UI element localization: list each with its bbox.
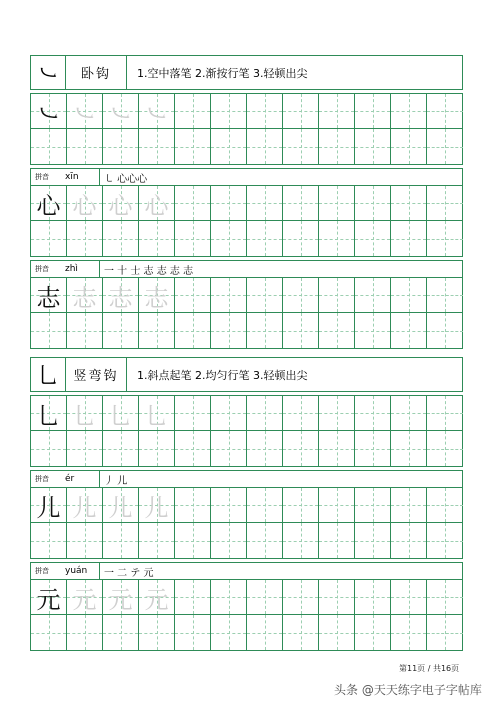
grid-cell — [247, 313, 283, 348]
grid-cell — [211, 129, 247, 164]
pinyin-row — [30, 562, 463, 579]
model-character: 乚 — [36, 401, 61, 430]
grid-cell — [427, 129, 463, 164]
grid-cell — [175, 396, 211, 431]
grid-cell — [175, 186, 211, 221]
practice-sheet — [30, 55, 463, 651]
grid-cell — [247, 523, 283, 558]
practice-grid — [30, 487, 463, 559]
grid-cell — [211, 278, 247, 313]
grid-cell — [31, 396, 67, 431]
pinyin-label: 拼音 — [35, 475, 49, 483]
grid-cell — [139, 580, 175, 615]
trace-character: 儿 — [144, 493, 169, 522]
grid-cell — [103, 431, 139, 466]
grid-cell — [67, 615, 103, 650]
grid-cell — [247, 94, 283, 129]
grid-cell — [283, 221, 319, 256]
grid-cell — [391, 94, 427, 129]
grid-cell — [427, 94, 463, 129]
model-character: 元 — [36, 585, 61, 614]
grid-cell — [175, 523, 211, 558]
grid-cell — [283, 488, 319, 523]
grid-cell — [211, 431, 247, 466]
grid-cell — [139, 278, 175, 313]
grid-cell — [139, 313, 175, 348]
grid-cell — [31, 488, 67, 523]
grid-cell — [283, 313, 319, 348]
grid-cell — [319, 523, 355, 558]
grid-cell — [391, 488, 427, 523]
grid-cell — [427, 278, 463, 313]
grid-cell — [139, 221, 175, 256]
grid-cell — [355, 94, 391, 129]
grid-cell — [283, 396, 319, 431]
grid-cell — [67, 396, 103, 431]
stroke-order: 丿 儿 — [99, 471, 127, 487]
grid-cell — [355, 523, 391, 558]
grid-cell — [103, 396, 139, 431]
grid-cell — [31, 615, 67, 650]
watermark: 头条 @天天练字电子字帖库 — [334, 683, 482, 697]
stroke-order: 一 十 士 志 志 志 志 — [99, 261, 193, 277]
grid-cell — [391, 431, 427, 466]
trace-character: 乚 — [108, 401, 133, 430]
model-character: 志 — [36, 283, 61, 312]
grid-cell — [31, 278, 67, 313]
grid-cell — [319, 488, 355, 523]
grid-cell — [175, 313, 211, 348]
grid-cell — [247, 615, 283, 650]
grid-cell — [175, 129, 211, 164]
grid-cell — [427, 186, 463, 221]
grid-cell — [391, 523, 427, 558]
grid-cell — [139, 396, 175, 431]
grid-cell — [427, 615, 463, 650]
grid-cell — [31, 186, 67, 221]
grid-cell — [175, 94, 211, 129]
grid-cell — [319, 431, 355, 466]
grid-cell — [355, 488, 391, 523]
trace-character: 儿 — [108, 493, 133, 522]
practice-grid — [30, 579, 463, 651]
practice-grid — [30, 395, 463, 467]
grid-cell — [283, 278, 319, 313]
grid-cell — [175, 278, 211, 313]
grid-cell — [175, 580, 211, 615]
grid-cell — [175, 615, 211, 650]
pinyin-label: 拼音 — [35, 567, 49, 575]
grid-cell — [283, 615, 319, 650]
grid-cell — [319, 221, 355, 256]
stroke-order: ㇄ 心心心 — [99, 169, 147, 185]
trace-character: ㇃ — [144, 99, 169, 128]
grid-cell — [175, 488, 211, 523]
grid-cell — [211, 580, 247, 615]
grid-cell — [211, 94, 247, 129]
grid-cell — [67, 431, 103, 466]
grid-cell — [355, 313, 391, 348]
grid-cell — [427, 488, 463, 523]
grid-cell — [211, 488, 247, 523]
grid-cell — [319, 94, 355, 129]
grid-cell — [427, 431, 463, 466]
grid-cell — [427, 396, 463, 431]
pinyin-row — [30, 470, 463, 487]
trace-character: 乚 — [72, 401, 97, 430]
pinyin-label: 拼音 — [35, 173, 49, 181]
grid-cell — [319, 615, 355, 650]
stroke-glyph: 乚 — [36, 364, 59, 389]
grid-cell — [247, 580, 283, 615]
grid-cell — [103, 580, 139, 615]
stroke-name: 卧钩 — [65, 56, 127, 89]
stroke-name: 竖弯钩 — [65, 358, 127, 391]
trace-character: 儿 — [72, 493, 97, 522]
trace-character: 元 — [108, 585, 133, 614]
grid-cell — [139, 129, 175, 164]
grid-cell — [427, 580, 463, 615]
grid-cell — [283, 129, 319, 164]
model-character: ㇃ — [36, 99, 61, 128]
stroke-header — [30, 55, 463, 90]
grid-cell — [247, 129, 283, 164]
grid-cell — [67, 488, 103, 523]
grid-cell — [355, 396, 391, 431]
grid-cell — [391, 186, 427, 221]
grid-cell — [283, 580, 319, 615]
grid-cell — [103, 221, 139, 256]
grid-cell — [211, 615, 247, 650]
grid-cell — [211, 313, 247, 348]
grid-cell — [247, 488, 283, 523]
grid-cell — [211, 396, 247, 431]
grid-cell — [319, 186, 355, 221]
grid-cell — [211, 221, 247, 256]
trace-character: 志 — [144, 283, 169, 312]
grid-cell — [247, 431, 283, 466]
grid-cell — [67, 94, 103, 129]
trace-character: 志 — [108, 283, 133, 312]
practice-grid — [30, 93, 463, 165]
grid-cell — [391, 615, 427, 650]
grid-cell — [247, 278, 283, 313]
grid-cell — [103, 129, 139, 164]
grid-cell — [67, 580, 103, 615]
grid-cell — [319, 313, 355, 348]
grid-cell — [103, 186, 139, 221]
grid-cell — [283, 94, 319, 129]
grid-cell — [391, 129, 427, 164]
grid-cell — [67, 221, 103, 256]
trace-character: 心 — [72, 191, 97, 220]
grid-cell — [211, 186, 247, 221]
grid-cell — [391, 396, 427, 431]
pinyin-text: zhì — [65, 264, 78, 274]
grid-cell — [67, 278, 103, 313]
trace-character: ㇃ — [108, 99, 133, 128]
trace-character: 心 — [108, 191, 133, 220]
pinyin-row — [30, 168, 463, 185]
grid-cell — [31, 313, 67, 348]
stroke-glyph: ㇃ — [36, 62, 59, 87]
practice-grid — [30, 277, 463, 349]
grid-cell — [427, 313, 463, 348]
grid-cell — [427, 523, 463, 558]
grid-cell — [139, 431, 175, 466]
grid-cell — [139, 186, 175, 221]
grid-cell — [355, 186, 391, 221]
practice-grid — [30, 185, 463, 257]
grid-cell — [391, 278, 427, 313]
grid-cell — [139, 94, 175, 129]
grid-cell — [67, 186, 103, 221]
grid-cell — [283, 186, 319, 221]
grid-cell — [319, 278, 355, 313]
pinyin-label: 拼音 — [35, 265, 49, 273]
grid-cell — [67, 129, 103, 164]
grid-cell — [139, 523, 175, 558]
grid-cell — [355, 129, 391, 164]
grid-cell — [319, 580, 355, 615]
grid-cell — [247, 186, 283, 221]
grid-cell — [355, 278, 391, 313]
grid-cell — [103, 615, 139, 650]
trace-character: 乚 — [144, 401, 169, 430]
grid-cell — [355, 615, 391, 650]
grid-cell — [247, 221, 283, 256]
trace-character: 元 — [72, 585, 97, 614]
grid-cell — [355, 580, 391, 615]
grid-cell — [103, 523, 139, 558]
grid-cell — [211, 523, 247, 558]
page-number: 第11页 / 共16页 — [399, 664, 460, 673]
grid-cell — [283, 523, 319, 558]
grid-cell — [355, 221, 391, 256]
grid-cell — [319, 129, 355, 164]
trace-character: 心 — [144, 191, 169, 220]
model-character: 心 — [36, 191, 61, 220]
grid-cell — [391, 221, 427, 256]
trace-character: 元 — [144, 585, 169, 614]
stroke-header — [30, 357, 463, 392]
grid-cell — [283, 431, 319, 466]
grid-cell — [427, 221, 463, 256]
grid-cell — [391, 580, 427, 615]
stroke-tips: 1.斜点起笔 2.均匀行笔 3.轻顿出尖 — [137, 368, 308, 382]
grid-cell — [175, 431, 211, 466]
grid-cell — [31, 221, 67, 256]
grid-cell — [31, 523, 67, 558]
model-character: 儿 — [36, 493, 61, 522]
grid-cell — [139, 615, 175, 650]
grid-cell — [31, 580, 67, 615]
grid-cell — [67, 313, 103, 348]
grid-cell — [139, 488, 175, 523]
pinyin-text: xīn — [65, 172, 79, 182]
pinyin-text: yuán — [65, 566, 88, 576]
stroke-order: 一 二 テ 元 — [99, 563, 154, 579]
grid-cell — [247, 396, 283, 431]
grid-cell — [175, 221, 211, 256]
grid-cell — [355, 431, 391, 466]
trace-character: 志 — [72, 283, 97, 312]
grid-cell — [31, 94, 67, 129]
trace-character: ㇃ — [72, 99, 97, 128]
grid-cell — [67, 523, 103, 558]
grid-cell — [103, 278, 139, 313]
stroke-tips: 1.空中落笔 2.渐按行笔 3.轻顿出尖 — [137, 66, 308, 80]
grid-cell — [31, 431, 67, 466]
grid-cell — [103, 488, 139, 523]
pinyin-text: ér — [65, 474, 75, 484]
grid-cell — [31, 129, 67, 164]
grid-cell — [391, 313, 427, 348]
grid-cell — [103, 313, 139, 348]
grid-cell — [103, 94, 139, 129]
pinyin-row — [30, 260, 463, 277]
grid-cell — [319, 396, 355, 431]
